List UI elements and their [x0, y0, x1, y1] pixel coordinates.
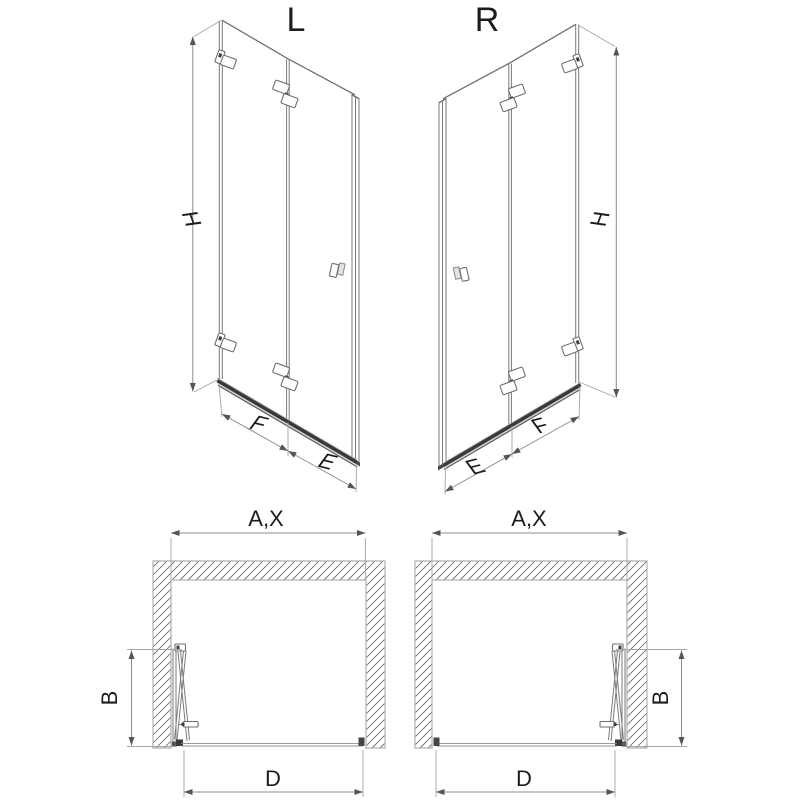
dim-label-width-left-plan: A,X [248, 506, 284, 531]
handle-base [182, 723, 185, 727]
dim-label-passage-left: D [265, 766, 281, 791]
dim-label-door-panel-right: E [460, 453, 491, 479]
handle-base [614, 723, 617, 727]
bottom-pivot [615, 740, 622, 747]
dim-label-fold-panel-left: F [244, 410, 274, 436]
bottom-pivot [176, 740, 183, 747]
top-pivot-pin [619, 646, 622, 650]
dim-label-width-right-plan: A,X [511, 506, 547, 531]
handle-plan [184, 722, 199, 728]
top-pivot-pin [177, 646, 180, 650]
dim-label-height-left: H [176, 209, 207, 229]
dim-label-passage-right: D [516, 766, 532, 791]
dim-label-height-right: H [584, 209, 616, 229]
variant-label-right: R [474, 1, 500, 39]
wall-side-bracket [359, 738, 365, 747]
handle-plan [600, 722, 615, 728]
dim-label-fold-panel-right: F [525, 412, 555, 438]
dim-label-fold-depth-right: B [648, 690, 673, 706]
dim-label-door-panel-left: E [312, 448, 343, 474]
variant-label-left: L [286, 1, 306, 39]
wall-side-bracket [434, 738, 440, 747]
dim-label-fold-depth-left: B [97, 690, 122, 706]
